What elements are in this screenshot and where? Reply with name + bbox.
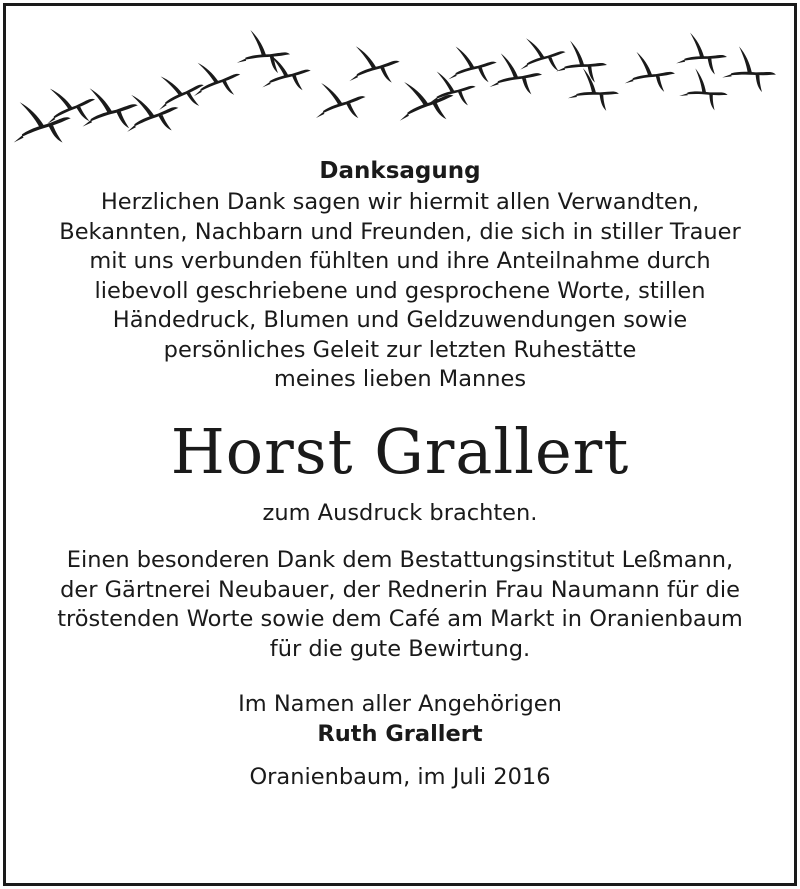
- thanks-line: Einen besonderen Dank dem Bestattungsinstitut Leßmann,: [66, 547, 734, 573]
- flying-birds-icon: [6, 6, 794, 156]
- heading: Danksagung: [319, 158, 481, 184]
- signature-name: Ruth Grallert: [317, 720, 483, 747]
- thanks-paragraph: [6, 546, 794, 664]
- deceased-name: Horst Grallert: [170, 414, 630, 488]
- intro-line: meines lieben Mannes: [273, 366, 527, 392]
- intro-line: mit uns verbunden fühlten und ihre Anteilnahme durch: [89, 248, 711, 274]
- intro-line: liebevoll geschriebene und gesprochene Worte, stillen: [94, 277, 706, 304]
- obituary-frame: [3, 3, 797, 886]
- intro-line: persönliches Geleit zur letzten Ruhestätte: [163, 336, 637, 363]
- signature-on-behalf: Im Namen aller Angehörigen: [238, 691, 562, 717]
- intro-line: Bekannten, Nachbarn und Freunden, die sich in stiller Trauer: [59, 218, 741, 245]
- place-date: Oranienbaum, im Juli 2016: [249, 764, 551, 790]
- signature-block: [6, 690, 794, 749]
- thanks-line: der Gärtnerei Neubauer, der Rednerin Frau Naumann für die: [60, 576, 740, 603]
- intro-line: Händedruck, Blumen und Geldzuwendungen sowie: [112, 307, 688, 333]
- intro-line: Herzlichen Dank sagen wir hiermit allen Verwandten,: [100, 189, 700, 215]
- after-name-text: zum Ausdruck brachten.: [262, 499, 538, 526]
- thanks-line: tröstenden Worte sowie dem Café am Markt in Oranienbaum: [57, 606, 743, 632]
- intro-paragraph: [6, 188, 794, 395]
- thanks-line: für die gute Bewirtung.: [269, 635, 531, 662]
- obituary-content: [6, 154, 794, 793]
